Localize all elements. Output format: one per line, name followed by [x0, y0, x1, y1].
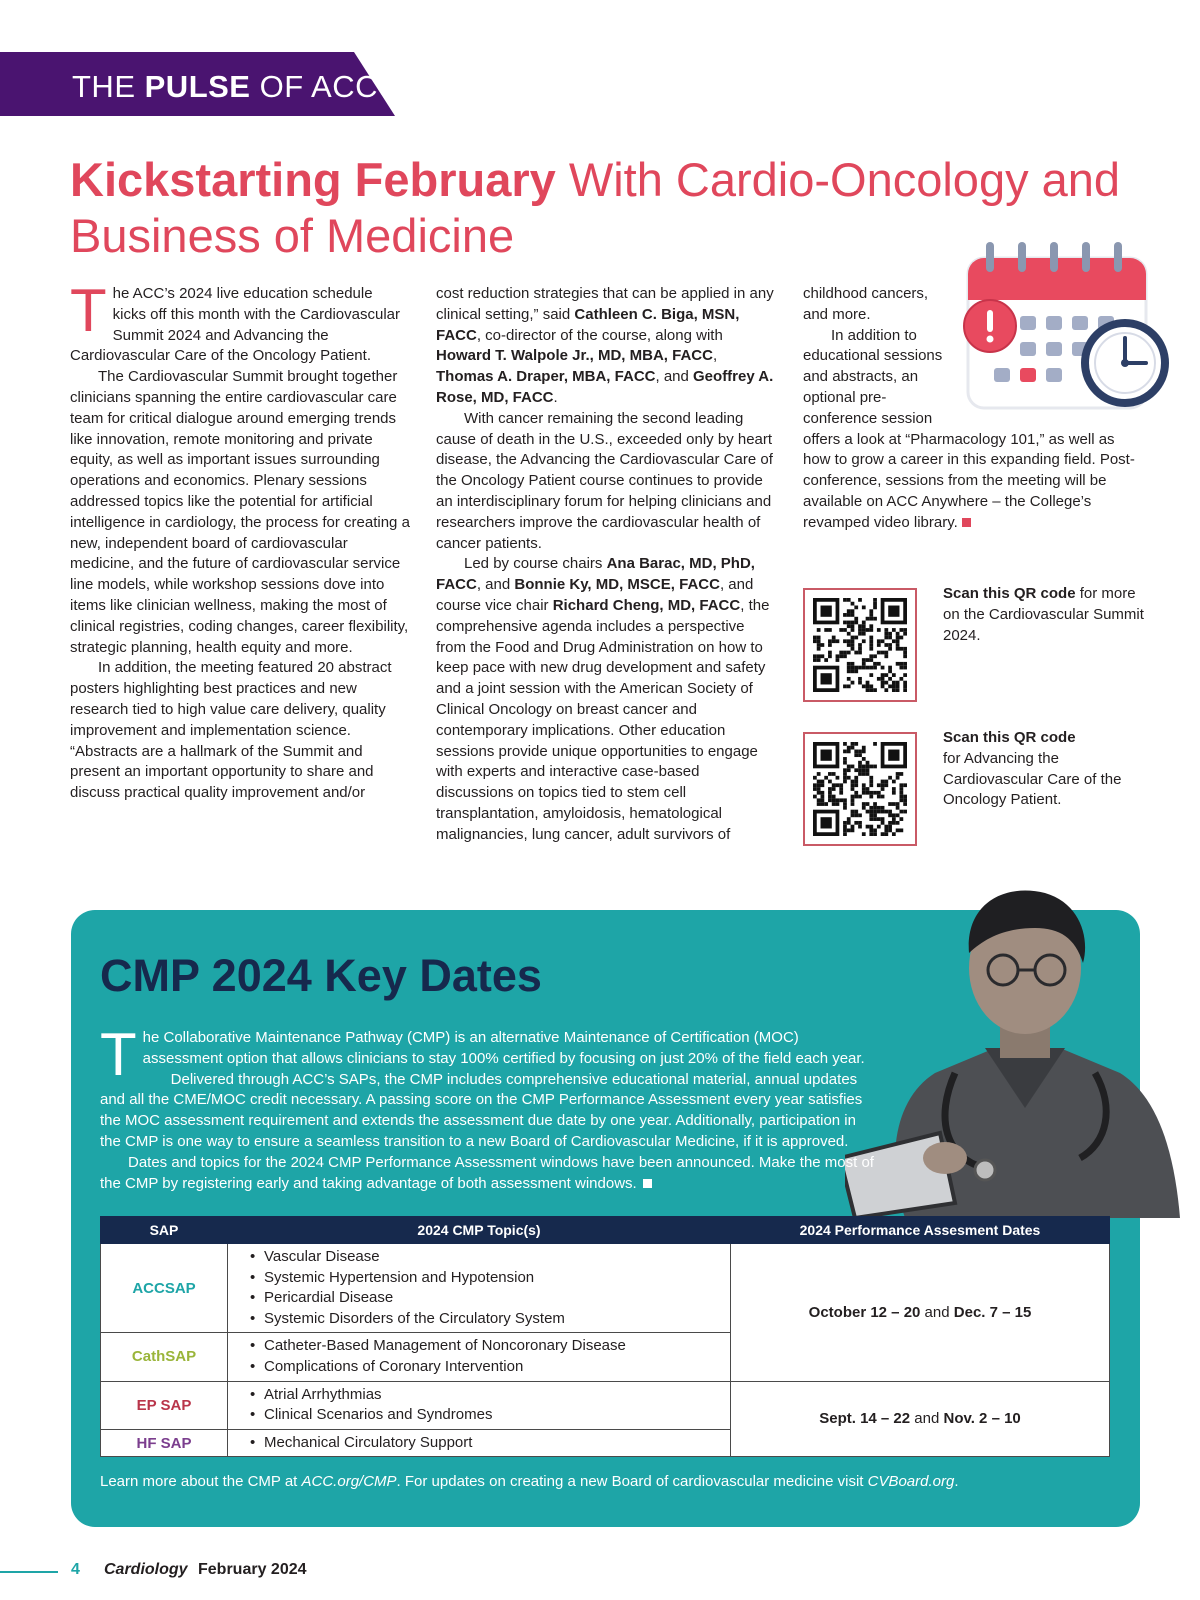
qr-caption-summit: Scan this QR code for more on the Cardiovascular Summit 2024. — [943, 585, 1144, 644]
article-title: Kickstarting February With Cardio-Oncology and Business of Medicine — [70, 153, 1121, 262]
paragraph: With cancer remaining the second leading cause of death in the U.S., exceeded only by heart disease, the Advancing the Cardiovascular Care of the Oncology Patient course continues to provide an interdisciplinary forum for helping clinicians and researchers improve the cardiovascular health of cancer patients. — [436, 409, 773, 552]
list-item: • Clinical Scenarios and Syndromes — [250, 1405, 730, 1426]
list-item: • Atrial Arrhythmias — [250, 1385, 730, 1406]
paragraph: In addition, the meeting featured 20 abstract posters highlighting best practices and new research tied to high value care delivery, quality improvement and implementation science. “Abstracts are a hallmark of the Summit and present an important opportunity to share and discuss practical quality improvement and/or — [70, 659, 392, 802]
list-item: • Mechanical Circulatory Support — [250, 1433, 730, 1454]
topic-list-cell — [228, 1381, 731, 1429]
sap-name: EP SAP — [101, 1381, 228, 1429]
page-number: 4 — [71, 1561, 80, 1578]
paragraph: The Collaborative Maintenance Pathway (CMP) is an alternative Maintenance of Certification (MOC) assessment option that allows clinicians to stay 100% certified by focusing on just 20% of the field each year. — [100, 1021, 865, 1088]
paragraph: cost reduction strategies that can be applied in any clinical setting,” said Cathleen C. Biga, MSN, FACC, co-director of the course, along with Howard T. Walpole Jr., MD, MBA, FACC, Thomas A. Draper, MBA, FACC, and Geoffrey A. Rose, MD, FACC. — [436, 285, 774, 406]
paragraph: Delivered through ACC’s SAPs, the CMP includes comprehensive educational material, annual updates and all the CME/MOC credit necessary. A passing score on the CMP Performance Assessment every year satisfies the MOC assessment requirement and extends the assessment due date by one year. Additionally, participation in the CMP is one way to ensure a seamless transition to a new Board of Cardiovascular Medicine, if it is approved. — [100, 1070, 863, 1150]
list-item: • Pericardial Disease — [250, 1288, 730, 1309]
article-column-2 — [436, 284, 776, 846]
qr-code-icon — [813, 742, 907, 836]
topic-list-cell — [228, 1333, 731, 1381]
paragraph: Led by course chairs Ana Barac, MD, PhD, FACC, and Bonnie Ky, MD, MSCE, FACC, and course vice chair Richard Cheng, MD, FACC, the comprehensive agenda includes a perspective from the Food and Drug Administration on how to keep pace with new drug development and safety and a joint session with the American Society of Clinical Oncology on breast cancer and contemporary implications. Other education sessions provide unique opportunities to engage with experts and interactive case-based discussions on topics tied to stem cell transplantation, amyloidosis, hematological malignancies, lung cancer, adult survivors of — [436, 555, 770, 843]
list-item: • Complications of Coronary Intervention — [250, 1357, 730, 1378]
end-mark — [962, 518, 971, 527]
paragraph: childhood cancers, and more. — [803, 285, 929, 323]
calendar-clock-icon — [960, 238, 1180, 428]
list-item: • Catheter-Based Management of Noncoronary Disease — [250, 1336, 730, 1357]
drop-cap: T — [100, 1021, 137, 1088]
qr-code-oncology[interactable] — [803, 732, 917, 846]
qr-code-icon — [813, 598, 907, 692]
doctor-with-tablet-illustration — [845, 858, 1180, 1218]
sap-name: HF SAP — [101, 1429, 228, 1457]
qr-code-summit[interactable] — [803, 588, 917, 702]
paragraph: In addition to educational sessions and abstracts, an optional pre-conference session offers a look at “Pharmacology 101,” as well as how to grow a career in this expanding field. Post-conference, sessions from the meeting will be available on ACC Anywhere – the College’s revamped video library. — [803, 326, 1135, 531]
qr-caption-oncology: Scan this QR code for Advancing the Cardiovascular Care of the Oncology Patient. — [943, 729, 1122, 809]
assessment-dates: October 12 – 20 and Dec. 7 – 15 — [731, 1244, 1110, 1382]
paragraph: The ACC’s 2024 live education schedule kicks off this month with the Cardiovascular Summit 2024 and Advancing the Cardiovascular Care of the Oncology Patient. — [70, 277, 400, 365]
cmp-dates-table — [100, 1216, 1110, 1457]
sap-name: CathSAP — [101, 1333, 228, 1381]
column-header: 2024 Performance Assesment Dates — [731, 1217, 1110, 1244]
cmp-title: CMP 2024 Key Dates — [100, 950, 542, 1001]
list-item: • Systemic Hypertension and Hypotension — [250, 1268, 730, 1289]
footer-rule — [0, 1571, 58, 1573]
cmp-footer-note: Learn more about the CMP at ACC.org/CMP. For updates on creating a new Board of cardiovascular medicine visit CVBoard.org. — [100, 1473, 959, 1490]
cmp-intro — [100, 1021, 880, 1194]
paragraph: The Cardiovascular Summit brought together clinicians spanning the entire cardiovascular care team for critical dialogue around emerging trends like innovation, remote monitoring and private equity, as well as important issues surrounding operations and economics. Plenary sessions addressed topics like the potential for artificial intelligence in cardiology, the process for creating a new, independent board of cardiovascular medicine, and the future of cardiovascular service line models, while workshop sessions dove into items like clinician wellness, making the most of clinical registries, coding changes, career flexibility, strategic planning, health equity and more. — [70, 368, 410, 656]
issue-date: February 2024 — [198, 1561, 307, 1578]
topic-list-cell — [228, 1429, 731, 1457]
table-header-row — [101, 1217, 1110, 1244]
section-banner-label: THE PULSE OF ACC — [72, 69, 378, 104]
paragraph: Dates and topics for the 2024 CMP Performance Assessment windows have been announced. Make the most of the CMP by registering early and taking advantage of both assessment windows. — [100, 1153, 874, 1192]
column-header: SAP — [101, 1217, 228, 1244]
article-column-1 — [70, 277, 410, 804]
table-row — [101, 1244, 1110, 1333]
list-item: • Vascular Disease — [250, 1247, 730, 1268]
sap-name: ACCSAP — [101, 1244, 228, 1333]
column-header: 2024 CMP Topic(s) — [228, 1217, 731, 1244]
end-mark — [643, 1179, 652, 1188]
cvboard-link[interactable]: CVBoard.org — [867, 1473, 955, 1490]
cmp-link[interactable]: ACC.org/CMP — [301, 1473, 397, 1490]
table-row — [101, 1381, 1110, 1429]
topic-list-cell — [228, 1244, 731, 1333]
journal-name: Cardiology — [104, 1561, 188, 1578]
drop-cap: T — [70, 277, 107, 344]
assessment-dates: Sept. 14 – 22 and Nov. 2 – 10 — [731, 1381, 1110, 1457]
list-item: • Systemic Disorders of the Circulatory System — [250, 1309, 730, 1330]
